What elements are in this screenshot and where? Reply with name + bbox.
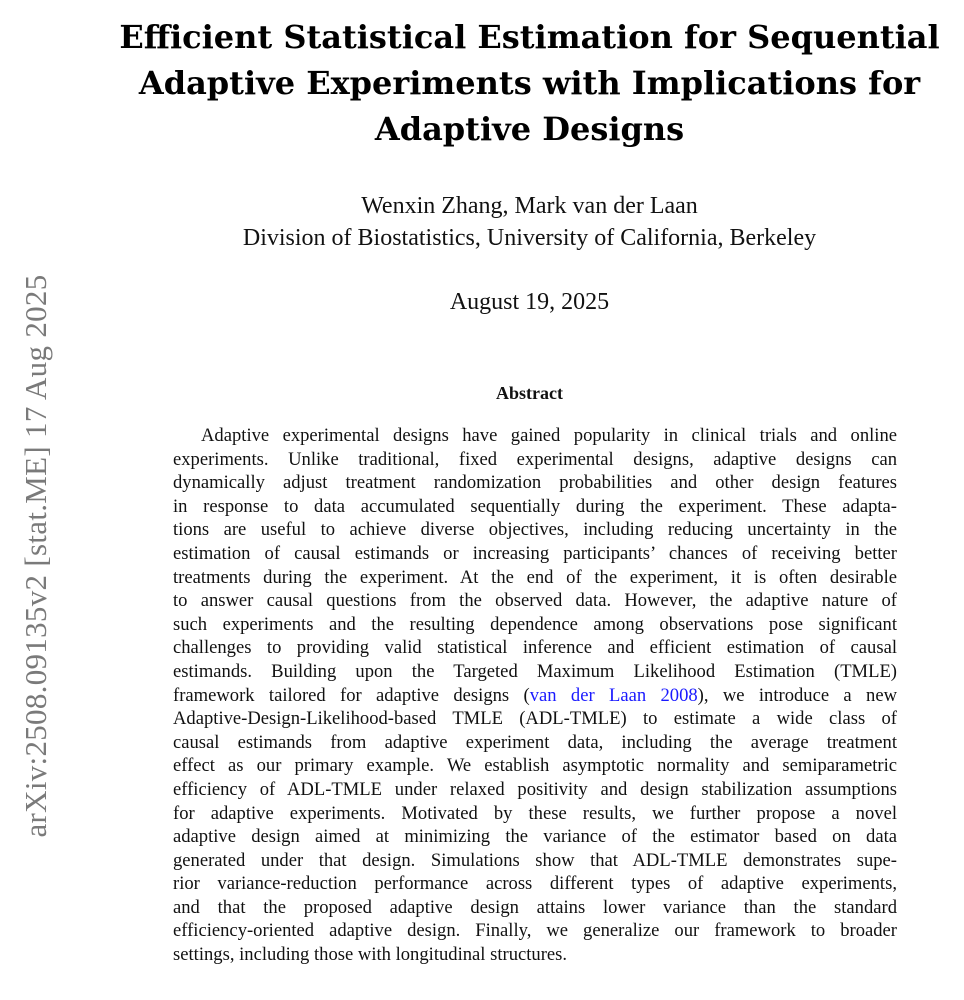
abstract-text: ), we introduce a new bbox=[697, 684, 898, 706]
abstract-line: generated under that design. Simulations show that ADL-TMLE demonstrates supe- bbox=[173, 849, 897, 871]
author-names: Wenxin Zhang, Mark van der Laan bbox=[361, 193, 698, 219]
citation-link[interactable]: van der Laan 2008 bbox=[529, 684, 698, 706]
abstract-line: Adaptive-Design-Likelihood-based TMLE (ADL-TMLE) to estimate a wide class of bbox=[173, 708, 897, 730]
title-line: Adaptive Experiments with Implications for bbox=[138, 64, 921, 102]
abstract-line: to answer causal questions from the observed data. However, the adaptive nature of bbox=[173, 590, 897, 612]
arxiv-identifier: arXiv:2508.09135v2 [stat.ME] 17 Aug 2025 bbox=[18, 274, 53, 838]
author-block bbox=[95, 190, 964, 254]
abstract-body bbox=[173, 424, 897, 967]
abstract-line: tions are useful to achieve diverse objectives, including reducing uncertainty in the bbox=[173, 519, 897, 541]
arxiv-sidebar bbox=[0, 0, 70, 1000]
abstract-line: settings, including those with longitudinal structures. bbox=[173, 944, 568, 966]
abstract-line: experiments. Unlike traditional, fixed experimental designs, adaptive designs can bbox=[173, 448, 897, 470]
abstract-line: estimation of causal estimands or increasing participants’ chances of receiving better bbox=[173, 542, 897, 564]
abstract-line: effect as our primary example. We establish asymptotic normality and semiparametric bbox=[173, 755, 897, 777]
abstract-line: for adaptive experiments. Motivated by these results, we further propose a novel bbox=[173, 802, 897, 824]
abstract-line: such experiments and the resulting dependence among observations pose significant bbox=[173, 613, 897, 635]
abstract-line: rior variance-reduction performance across different types of adaptive experiments, bbox=[173, 873, 897, 895]
abstract-line: Adaptive experimental designs have gained popularity in clinical trials and online bbox=[201, 425, 897, 446]
abstract-line: adaptive design aimed at minimizing the variance of the estimator based on data bbox=[173, 826, 897, 848]
abstract-line: estimands. Building upon the Targeted Maximum Likelihood Estimation (TMLE) bbox=[173, 660, 897, 682]
abstract-text: framework tailored for adaptive designs ( bbox=[173, 684, 530, 706]
author-affiliation: Division of Biostatistics, University of California, Berkeley bbox=[242, 225, 817, 251]
abstract-line: in response to data accumulated sequentially during the experiment. These adapta- bbox=[173, 495, 897, 517]
abstract-line: causal estimands from adaptive experiment data, including the average treatment bbox=[173, 731, 897, 753]
abstract-heading: Abstract bbox=[496, 383, 563, 403]
abstract-line: efficiency of ADL-TMLE under relaxed positivity and design stabilization assumptions bbox=[173, 778, 897, 800]
paper-title bbox=[95, 14, 964, 152]
paper-date: August 19, 2025 bbox=[449, 289, 610, 315]
abstract-line: efficiency-oriented adaptive design. Finally, we generalize our framework to broader bbox=[173, 920, 897, 942]
abstract-line-with-citation bbox=[173, 684, 897, 708]
title-line: Adaptive Designs bbox=[374, 110, 685, 148]
paper-page bbox=[95, 0, 964, 1000]
abstract-line: dynamically adjust treatment randomization probabilities and other design features bbox=[173, 472, 897, 494]
abstract-line: challenges to providing valid statistical inference and efficient estimation of causal bbox=[173, 637, 897, 659]
title-line: Efficient Statistical Estimation for Sequential bbox=[119, 18, 940, 56]
abstract-line: and that the proposed adaptive design attains lower variance than the standard bbox=[173, 896, 897, 918]
abstract-line: treatments during the experiment. At the end of the experiment, it is often desirable bbox=[173, 566, 897, 588]
